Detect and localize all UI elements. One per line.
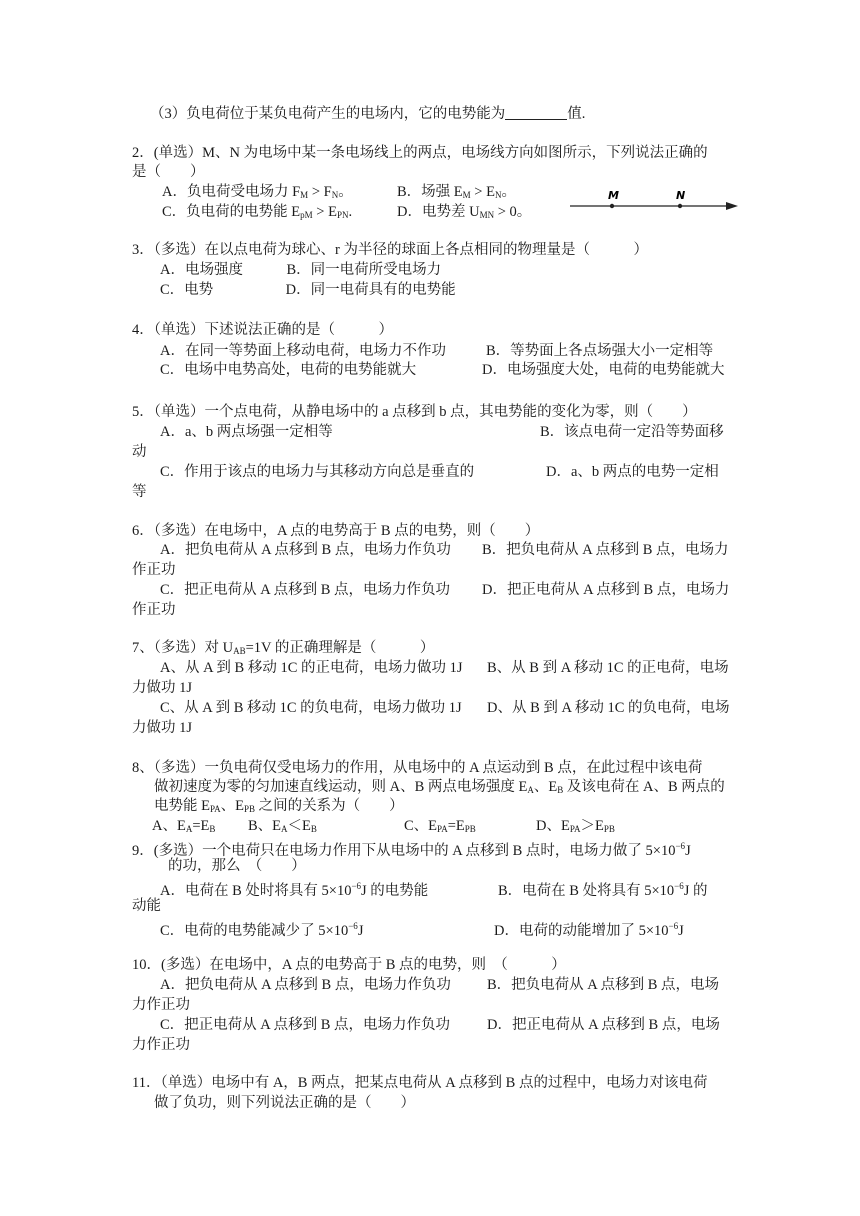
q2-option-c: C．负电荷的电势能 $E_{pM} > E_{PN}$. <box>162 204 353 220</box>
q4-option-b: B．等势面上各点场强大小一定相等 <box>486 343 714 359</box>
q10-option-d-cont: 力作正功 <box>132 1037 190 1053</box>
q5-option-b-cont: 动 <box>132 444 147 460</box>
q1-part3-end: 值. <box>567 106 586 122</box>
q5-option-b: B．该点电荷一定沿等势面移 <box>540 424 724 440</box>
q11-stem-line2: 做了负功，则下列说法正确的是（ ） <box>154 1095 415 1111</box>
q8-stem-line2: 做初速度为零的匀加速直线运动，则 A、B 两点电场强度 $E_A$、$E_B$ 及该电荷在 A、B 两点的 <box>154 779 725 795</box>
q7-option-d: D、从 B 到 A 移动 1C 的负电荷，电场 <box>487 700 730 716</box>
q6-option-a: A．把负电荷从 A 点移到 B 点，电场力作负功 <box>160 542 451 558</box>
q2-option-a: A．负电荷受电场力 $F_M > F_N$。 <box>162 184 353 200</box>
q2-option-b: B．场强 $E_M > E_N$。 <box>397 184 516 200</box>
point-n-dot <box>678 204 682 208</box>
q9-option-c: C．电荷的电势能减少了 $5\times 10^{-6}J$ <box>160 921 364 939</box>
q8-option-b: B、$E_A<E_B$ <box>248 818 317 834</box>
q3-options-line1: A．电场强度 B．同一电荷所受电场力 <box>160 262 442 278</box>
q7-option-c: C、从 A 到 B 移动 1C 的负电荷，电场力做功 1J <box>160 700 462 716</box>
q9-option-a: A．电荷在 B 处时将具有 $5\times 10^{-6}J$ 的电势能 <box>160 881 429 899</box>
q8-option-a: A、$E_A=E_B$ <box>152 818 216 834</box>
q10-option-b-cont: 力作正功 <box>132 997 190 1013</box>
q4-stem: 4．（单选）下述说法正确的是（ ） <box>132 322 393 338</box>
q5-stem: 5．（单选）一个点电荷，从静电场中的 a 点移到 b 点，其电势能的变化为零，则（ ） <box>132 404 697 420</box>
q4-option-c: C．电场中电势高处，电荷的电势能就大 <box>160 362 417 378</box>
q9-option-b: B．电荷在 B 处将具有 $5\times 10^{-6}J$ 的 <box>498 881 708 899</box>
q10-stem: 10．(多选）在电场中，A 点的电势高于 B 点的电势，则 （ ） <box>132 957 566 973</box>
q8-option-c: C、$E_{PA}=E_{PB}$ <box>404 818 476 834</box>
q5-option-d-cont: 等 <box>132 484 147 500</box>
point-m-label: M <box>608 189 619 202</box>
q10-option-c: C．把正电荷从 A 点移到 B 点，电场力作负功 <box>160 1017 451 1033</box>
q9-option-d: D．电荷的动能增加了 $5\times 10^{-6}J$ <box>494 921 684 939</box>
q8-stem-line1: 8、（多选）一负电荷仅受电场力的作用，从电场中的 A 点运动到 B 点，在此过程中该电荷 <box>132 760 703 776</box>
q2-stem-line2: 是（ ） <box>132 164 205 180</box>
q2-option-d: D．电势差 $U_{MN} > 0$。 <box>397 204 532 220</box>
q8-option-d: D、$E_{PA}>E_{PB}$ <box>536 818 615 834</box>
q3-stem: 3．（多选）在以点电荷为球心、r 为半径的球面上各点相同的物理量是（ ） <box>132 242 648 258</box>
q1-part3-text: （3）负电荷位于某负电荷产生的电场内，它的电势能为 <box>150 106 506 122</box>
electric-field-line-figure <box>568 186 740 216</box>
q8-stem-line3: 电势能 $E_{PA}$、$E_{PB}$ 之间的关系为（ ） <box>154 798 404 814</box>
q6-option-b-cont: 作正功 <box>132 562 176 578</box>
q3-options-line2: C．电势 D．同一电荷具有的电势能 <box>160 282 456 298</box>
q10-option-b: B．把负电荷从 A 点移到 B 点，电场 <box>487 977 720 993</box>
q2-stem-line1: 2．(单选）M、N 为电场中某一条电场线上的两点，电场线方向如图所示，下列说法正确的 <box>132 145 708 161</box>
q10-option-a: A．把负电荷从 A 点移到 B 点，电场力作负功 <box>160 977 451 993</box>
q1-part3 <box>150 104 585 124</box>
q6-stem: 6．（多选）在电场中，A 点的电势高于 B 点的电势，则（ ） <box>132 523 540 539</box>
q7-option-d-cont: 力做功 1J <box>132 720 193 736</box>
q9-stem-line1: 9．(多选）一个电荷只在电场力作用下从电场中的 A 点移到 B 点时，电场力做了 $5\times 10^{-6}J$ <box>132 841 691 859</box>
q6-option-d-cont: 作正功 <box>132 602 176 618</box>
field-direction-arrow <box>726 202 738 210</box>
q6-option-d: D．把正电荷从 A 点移到 B 点，电场力 <box>482 582 730 598</box>
q6-option-c: C．把正电荷从 A 点移到 B 点，电场力作负功 <box>160 582 451 598</box>
q7-option-a: A、从 A 到 B 移动 1C 的正电荷，电场力做功 1J <box>160 660 463 676</box>
q9-option-b-cont: 动能 <box>132 898 161 914</box>
q5-option-c: C．作用于该点的电场力与其移动方向总是垂直的 <box>160 464 475 480</box>
q4-option-d: D．电场强度大处，电荷的电势能就大 <box>482 362 725 378</box>
q11-stem-line1: 11．（单选）电场中有 A，B 两点，把某点电荷从 A 点移到 B 点的过程中，电场力对该电荷 <box>132 1075 708 1091</box>
q10-option-d: D．把正电荷从 A 点移到 B 点，电场 <box>487 1017 720 1033</box>
answer-blank <box>505 105 567 120</box>
point-m-dot <box>610 204 614 208</box>
q5-option-d: D．a、b 两点的电势一定相 <box>546 464 719 480</box>
q6-option-b: B．把负电荷从 A 点移到 B 点，电场力 <box>482 542 729 558</box>
q9-stem-line2: 的功，那么 （ ） <box>168 858 306 874</box>
point-n-label: N <box>676 189 686 202</box>
q7-stem: 7、（多选）对 $U_{AB}=1V$ 的正确理解是（ ） <box>132 640 435 656</box>
q7-option-b: B、从 B 到 A 移动 1C 的正电荷，电场 <box>487 660 729 676</box>
q7-option-b-cont: 力做功 1J <box>132 680 193 696</box>
q5-option-a: A．a、b 两点场强一定相等 <box>160 424 333 440</box>
q4-option-a: A．在同一等势面上移动电荷，电场力不作功 <box>160 343 446 359</box>
